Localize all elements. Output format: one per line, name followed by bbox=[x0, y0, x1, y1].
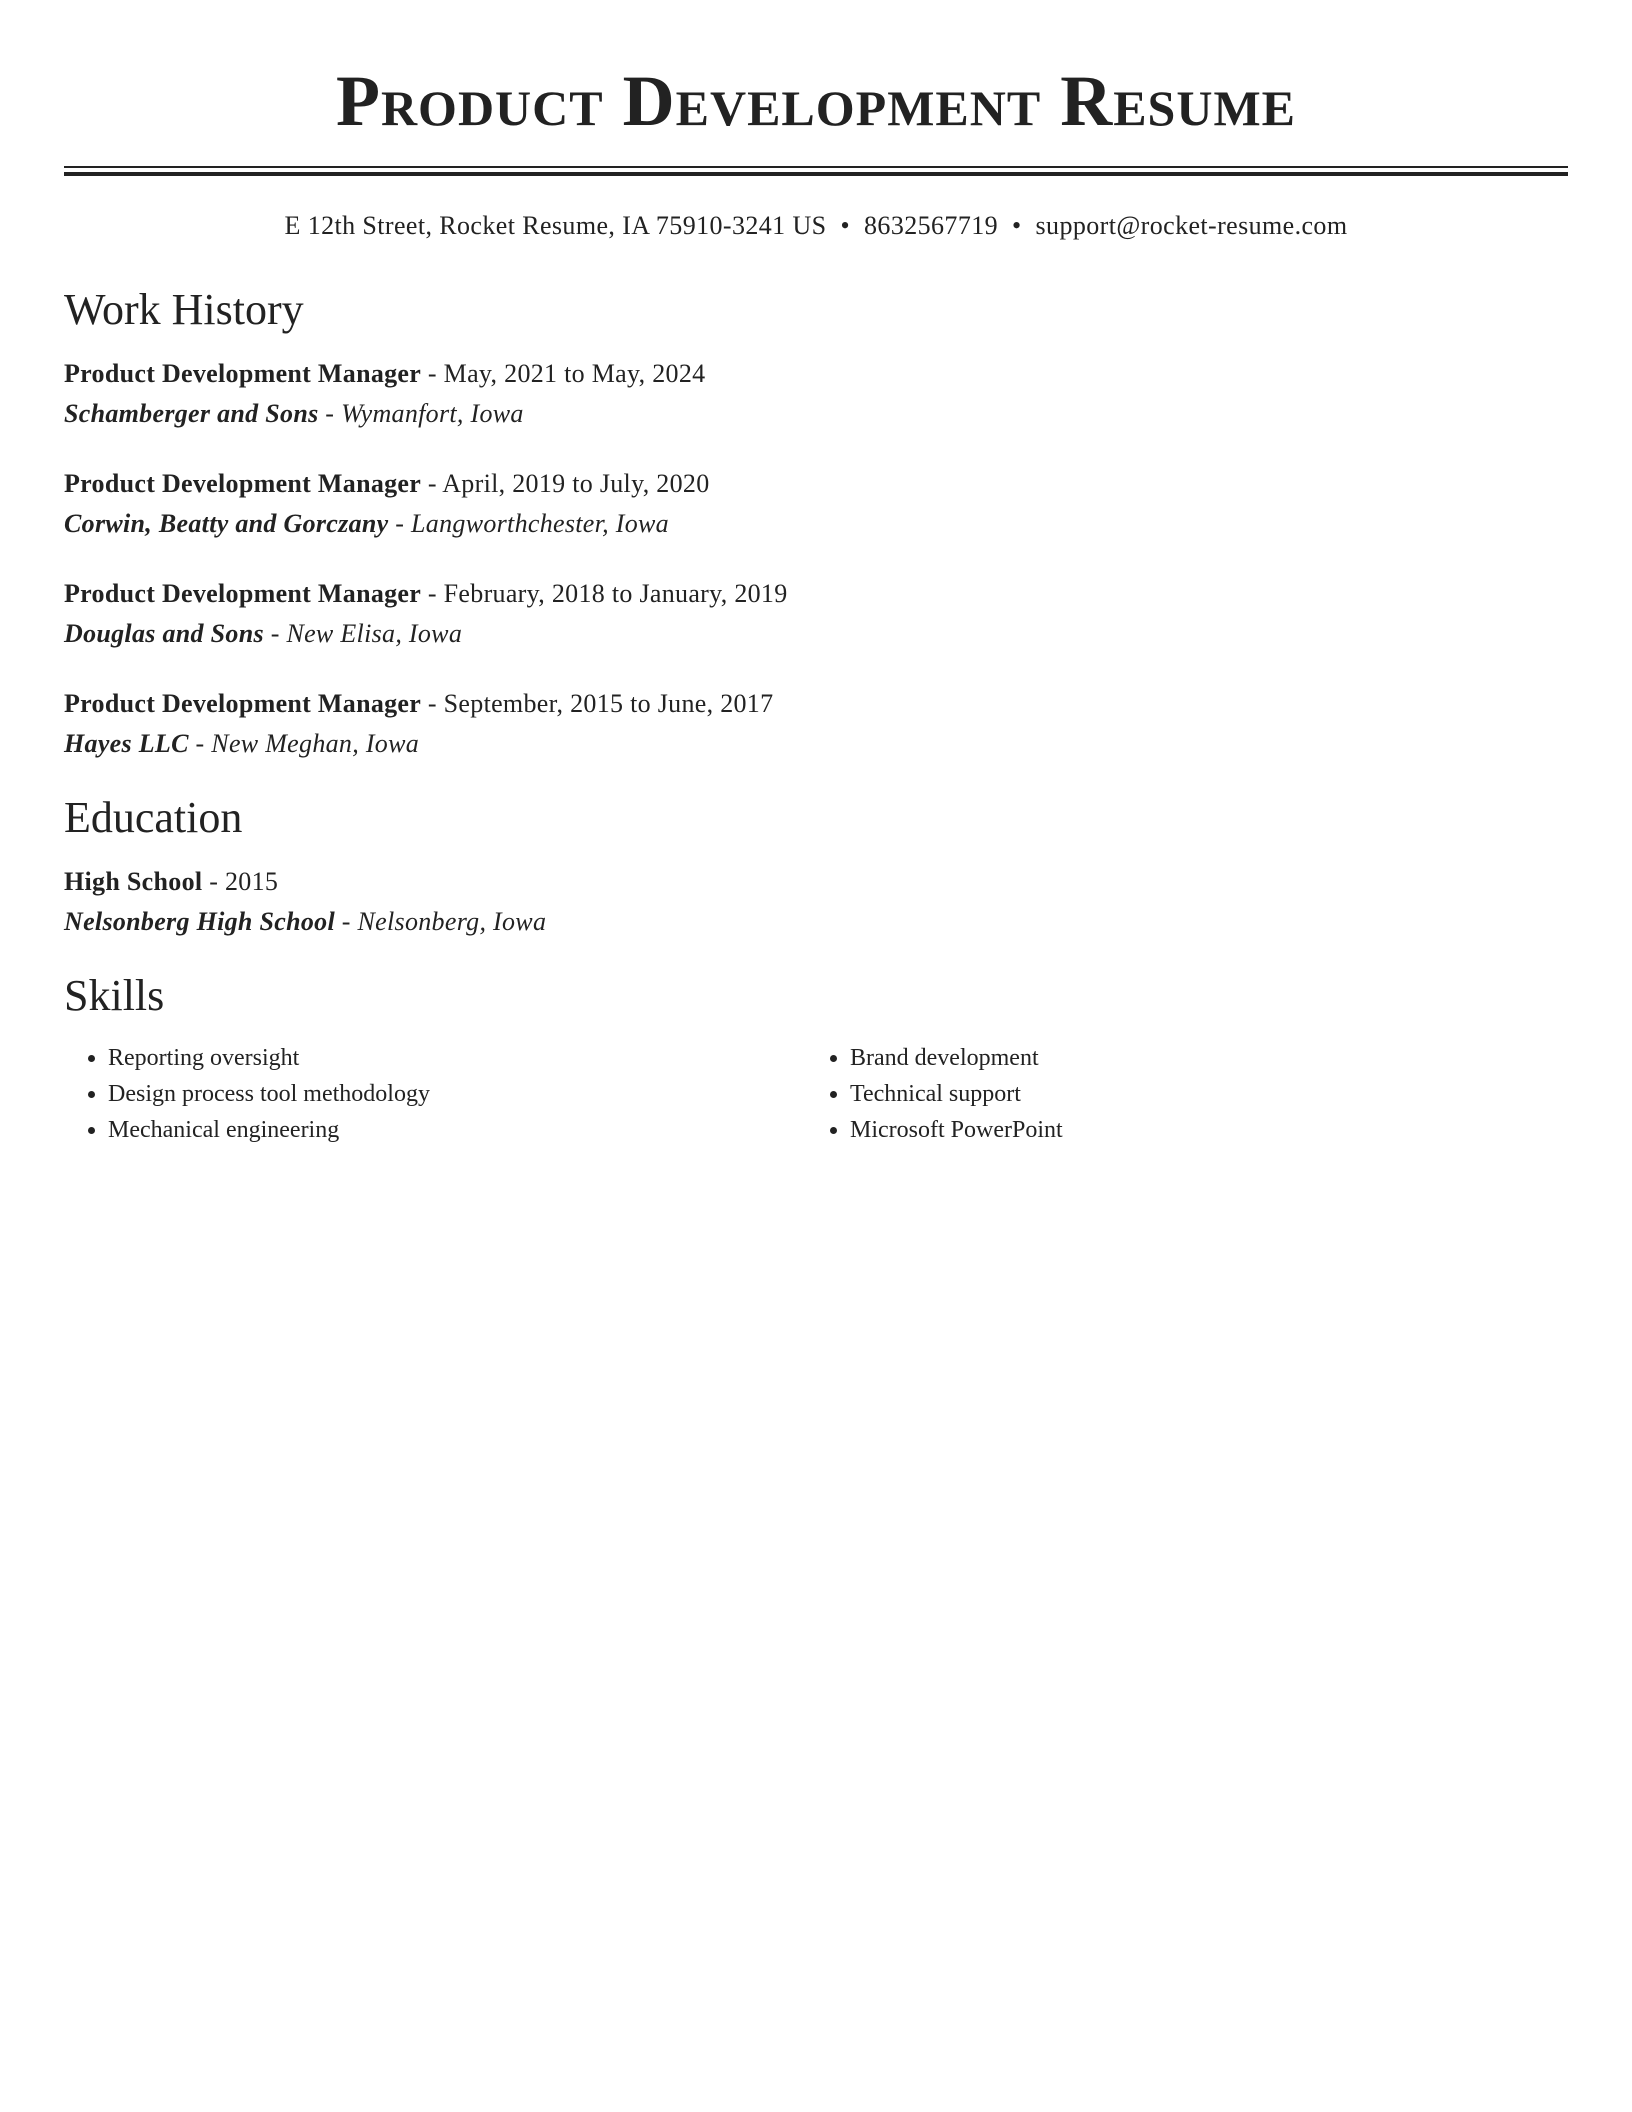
skills-column-right bbox=[806, 1040, 1548, 1148]
work-entry bbox=[64, 354, 1568, 434]
work-entry-title-row: Product Development Manager - February, 2018 to January, 2019 bbox=[64, 579, 788, 608]
education-degree: High School bbox=[64, 867, 203, 896]
education-entry bbox=[64, 862, 1568, 942]
contact-separator: • bbox=[840, 211, 851, 240]
job-dates: February, 2018 to January, 2019 bbox=[443, 579, 788, 608]
work-history-heading: Work History bbox=[64, 285, 304, 334]
title-divider bbox=[64, 166, 1568, 176]
job-location: New Elisa, Iowa bbox=[286, 619, 463, 648]
education-school: Nelsonberg High School bbox=[64, 907, 335, 936]
job-location: Wymanfort, Iowa bbox=[341, 399, 524, 428]
work-entry-company-row: Schamberger and Sons - Wymanfort, Iowa bbox=[64, 399, 524, 428]
work-entry bbox=[64, 464, 1568, 544]
job-dates: May, 2021 to May, 2024 bbox=[443, 359, 706, 388]
work-history-list bbox=[64, 354, 1568, 764]
job-dates: April, 2019 to July, 2020 bbox=[442, 469, 710, 498]
education-degree-row: High School - 2015 bbox=[64, 867, 279, 896]
skill-item: • Reporting oversight bbox=[108, 1040, 806, 1076]
job-location: New Meghan, Iowa bbox=[211, 729, 420, 758]
job-dates: September, 2015 to June, 2017 bbox=[443, 689, 774, 718]
skill-item: • Mechanical engineering bbox=[108, 1112, 806, 1148]
contact-phone: 8632567719 bbox=[864, 211, 999, 240]
work-entry-title-row: Product Development Manager - April, 2019 to July, 2020 bbox=[64, 469, 710, 498]
skills-heading: Skills bbox=[64, 971, 165, 1020]
work-entry-title-row: Product Development Manager - May, 2021 to May, 2024 bbox=[64, 359, 706, 388]
work-entry-company-row: Douglas and Sons - New Elisa, Iowa bbox=[64, 619, 463, 648]
contact-separator: • bbox=[1012, 211, 1022, 240]
work-entry-company-row: Hayes LLC - New Meghan, Iowa bbox=[64, 729, 420, 758]
education-location: Nelsonberg, Iowa bbox=[357, 907, 547, 936]
work-entry-company-row: Corwin, Beatty and Gorczany - Langworthchester, Iowa bbox=[64, 509, 669, 538]
skill-item: • Design process tool methodology bbox=[108, 1076, 806, 1112]
job-role: Product Development Manager bbox=[64, 359, 422, 388]
contact-address: E 12th Street, Rocket Resume, IA 75910-3241 US bbox=[284, 211, 827, 240]
skill-item: • Microsoft PowerPoint bbox=[850, 1112, 1548, 1148]
divider-thin-line bbox=[64, 166, 1568, 168]
work-entry bbox=[64, 574, 1568, 654]
job-role: Product Development Manager bbox=[64, 579, 422, 608]
contact-email: support@rocket-resume.com bbox=[1035, 211, 1348, 240]
skill-item: • Technical support bbox=[850, 1076, 1548, 1112]
education-school-row: Nelsonberg High School - Nelsonberg, Iowa bbox=[64, 907, 547, 936]
skills-column-left bbox=[64, 1040, 806, 1148]
work-entry-title-row: Product Development Manager - September, 2015 to June, 2017 bbox=[64, 689, 774, 718]
job-role: Product Development Manager bbox=[64, 689, 422, 718]
resume-title: Product Development Resume bbox=[335, 61, 1297, 141]
education-year: 2015 bbox=[224, 867, 279, 896]
divider-thick-line bbox=[64, 172, 1568, 176]
contact-line bbox=[64, 210, 1568, 242]
job-company: Hayes LLC bbox=[64, 729, 189, 758]
job-location: Langworthchester, Iowa bbox=[411, 509, 669, 538]
skill-item: • Brand development bbox=[850, 1040, 1548, 1076]
job-role: Product Development Manager bbox=[64, 469, 422, 498]
skills-list bbox=[64, 1040, 1568, 1148]
job-company: Douglas and Sons bbox=[64, 619, 264, 648]
job-company: Corwin, Beatty and Gorczany bbox=[64, 509, 389, 538]
work-entry bbox=[64, 684, 1568, 764]
job-company: Schamberger and Sons bbox=[64, 399, 319, 428]
education-heading: Education bbox=[64, 793, 243, 842]
